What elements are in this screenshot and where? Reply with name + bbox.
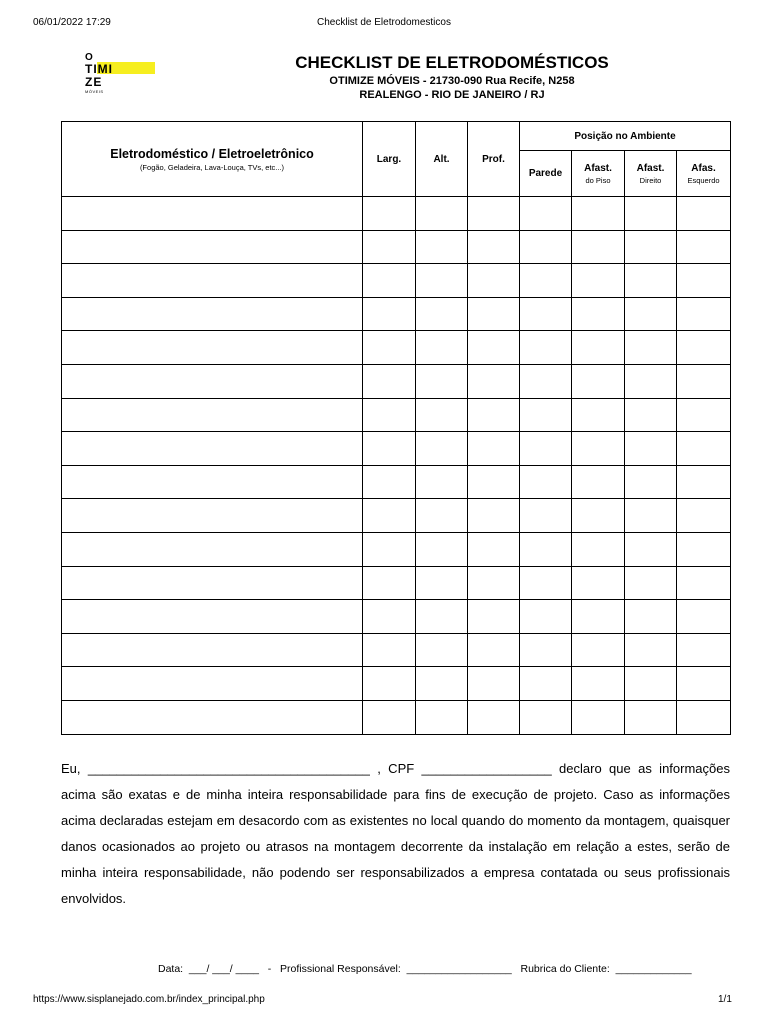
appliance-header-examples: (Fogão, Geladeira, Lava-Louça, TVs, etc...) [139, 162, 285, 172]
table-cell[interactable] [468, 566, 520, 600]
table-cell[interactable] [572, 499, 625, 533]
position-group-header: Posição no Ambiente [520, 122, 731, 151]
table-cell[interactable] [625, 465, 677, 499]
table-cell[interactable] [62, 700, 363, 734]
table-cell[interactable] [625, 600, 677, 634]
table-cell[interactable] [520, 432, 572, 466]
wall-column-header: Parede [520, 151, 572, 197]
table-row [62, 197, 731, 231]
table-cell[interactable] [363, 667, 416, 701]
table-cell[interactable] [62, 667, 363, 701]
table-cell[interactable] [625, 532, 677, 566]
table-cell[interactable] [677, 230, 731, 264]
table-cell[interactable] [572, 197, 625, 231]
table-row [62, 499, 731, 533]
table-cell[interactable] [363, 197, 416, 231]
company-logo [85, 52, 157, 92]
table-cell[interactable] [677, 633, 731, 667]
table-cell[interactable] [363, 633, 416, 667]
table-cell[interactable] [363, 331, 416, 365]
print-doc-title: Checklist de Eletrodomesticos [317, 17, 451, 28]
table-cell[interactable] [677, 331, 731, 365]
table-cell[interactable] [572, 264, 625, 298]
table-cell[interactable] [520, 600, 572, 634]
table-cell[interactable] [363, 398, 416, 432]
declaration-paragraph: Eu, _______________________________________ , CPF __________________ declaro que as informações acima são exatas e de minha inteira responsabilidade para fins de execução de projeto. Caso as informações acima declaradas estejam em desacordo com as existentes no local quando do momento da montagem, quaisquer danos ocasionados ao projeto ou atrasos na montagem decorrente da instalação em relação a estes, serão de minha inteira responsabilidade, não podendo ser responsabilizados a empresa contatada ou seus profissionais envolvidos. [61, 761, 730, 906]
table-cell[interactable] [416, 499, 468, 533]
table-cell[interactable] [468, 230, 520, 264]
table-row [62, 465, 731, 499]
table-cell[interactable] [62, 633, 363, 667]
table-cell[interactable] [62, 398, 363, 432]
logo-line-3: ZE [85, 75, 103, 89]
table-cell[interactable] [468, 600, 520, 634]
table-cell[interactable] [677, 264, 731, 298]
table-cell[interactable] [625, 264, 677, 298]
table-cell[interactable] [416, 398, 468, 432]
table-cell[interactable] [677, 432, 731, 466]
left-offset-sublabel: Esquerdo [687, 175, 720, 185]
table-cell[interactable] [363, 465, 416, 499]
document-title: CHECKLIST DE ELETRODOMÉSTICOS [295, 53, 609, 72]
table-cell[interactable] [625, 398, 677, 432]
table-cell[interactable] [62, 197, 363, 231]
table-cell[interactable] [520, 667, 572, 701]
table-cell[interactable] [363, 297, 416, 331]
table-cell[interactable] [416, 566, 468, 600]
table-cell[interactable] [520, 532, 572, 566]
table-cell[interactable] [520, 633, 572, 667]
table-row [62, 331, 731, 365]
table-cell[interactable] [363, 532, 416, 566]
table-cell[interactable] [677, 600, 731, 634]
table-cell[interactable] [468, 667, 520, 701]
table-row [62, 532, 731, 566]
table-row [62, 398, 731, 432]
table-cell[interactable] [62, 364, 363, 398]
table-cell[interactable] [520, 197, 572, 231]
table-cell[interactable] [677, 667, 731, 701]
table-cell[interactable] [677, 700, 731, 734]
table-cell[interactable] [677, 499, 731, 533]
table-cell[interactable] [677, 364, 731, 398]
floor-offset-sublabel: do Piso [585, 175, 611, 185]
logo-line-4: MÓVEIS [85, 89, 104, 94]
table-cell[interactable] [520, 566, 572, 600]
table-cell[interactable] [416, 264, 468, 298]
table-row [62, 667, 731, 701]
table-cell[interactable] [416, 465, 468, 499]
right-offset-sublabel: Direito [639, 175, 662, 185]
right-offset-column-header [625, 151, 677, 197]
table-cell[interactable] [468, 432, 520, 466]
table-cell[interactable] [468, 264, 520, 298]
table-row [62, 432, 731, 466]
table-cell[interactable] [468, 398, 520, 432]
depth-column-header: Prof. [468, 122, 520, 197]
table-cell[interactable] [363, 230, 416, 264]
table-cell[interactable] [363, 432, 416, 466]
table-cell[interactable] [416, 297, 468, 331]
table-cell[interactable] [363, 700, 416, 734]
appliance-column-header [62, 122, 363, 197]
table-cell[interactable] [520, 230, 572, 264]
table-cell[interactable] [416, 667, 468, 701]
table-cell[interactable] [520, 331, 572, 365]
table-cell[interactable] [677, 197, 731, 231]
table-cell[interactable] [572, 230, 625, 264]
table-cell[interactable] [625, 331, 677, 365]
table-row [62, 700, 731, 734]
table-cell[interactable] [62, 297, 363, 331]
table-cell[interactable] [520, 700, 572, 734]
table-cell[interactable] [572, 432, 625, 466]
print-datetime: 06/01/2022 17:29 [33, 17, 111, 28]
table-cell[interactable] [625, 230, 677, 264]
table-row [62, 633, 731, 667]
table-cell[interactable] [416, 633, 468, 667]
table-row [62, 297, 731, 331]
table-cell[interactable] [520, 499, 572, 533]
company-address: OTIMIZE MÓVEIS - 21730-090 Rua Recife, N258 [329, 75, 575, 87]
table-cell[interactable] [625, 499, 677, 533]
table-cell[interactable] [625, 566, 677, 600]
table-cell[interactable] [62, 331, 363, 365]
table-cell[interactable] [572, 465, 625, 499]
appliance-checklist-table [61, 121, 731, 735]
table-cell[interactable] [416, 230, 468, 264]
table-row [62, 600, 731, 634]
table-cell[interactable] [468, 700, 520, 734]
table-cell[interactable] [363, 264, 416, 298]
signature-line: Data: ___/ ___/ ____ - Profissional Responsável: __________________ Rubrica do Cliente: _____________ [158, 963, 692, 975]
table-cell[interactable] [572, 364, 625, 398]
left-offset-label: Afas. [691, 162, 716, 174]
table-row [62, 364, 731, 398]
table-row [62, 264, 731, 298]
table-cell[interactable] [625, 667, 677, 701]
table-cell[interactable] [677, 465, 731, 499]
table-cell[interactable] [677, 297, 731, 331]
table-cell[interactable] [520, 297, 572, 331]
table-cell[interactable] [416, 364, 468, 398]
page-count: 1/1 [718, 994, 732, 1005]
table-cell[interactable] [625, 432, 677, 466]
table-cell[interactable] [62, 566, 363, 600]
table-cell[interactable] [520, 264, 572, 298]
table-cell[interactable] [572, 566, 625, 600]
table-cell[interactable] [416, 197, 468, 231]
table-cell[interactable] [625, 197, 677, 231]
table-cell[interactable] [416, 600, 468, 634]
table-cell[interactable] [468, 532, 520, 566]
table-cell[interactable] [416, 331, 468, 365]
table-cell[interactable] [468, 633, 520, 667]
table-cell[interactable] [468, 297, 520, 331]
table-cell[interactable] [520, 465, 572, 499]
table-cell[interactable] [625, 700, 677, 734]
width-column-header: Larg. [363, 122, 416, 197]
table-cell[interactable] [468, 465, 520, 499]
table-cell[interactable] [572, 398, 625, 432]
table-cell[interactable] [572, 297, 625, 331]
table-cell[interactable] [468, 499, 520, 533]
table-cell[interactable] [572, 700, 625, 734]
table-cell[interactable] [468, 364, 520, 398]
table-cell[interactable] [572, 532, 625, 566]
table-row [62, 566, 731, 600]
table-row [62, 230, 731, 264]
table-cell[interactable] [677, 566, 731, 600]
page-url: https://www.sisplanejado.com.br/index_principal.php [33, 994, 265, 1005]
table-cell[interactable] [572, 667, 625, 701]
table-cell[interactable] [62, 230, 363, 264]
table-cell[interactable] [572, 600, 625, 634]
table-cell[interactable] [62, 264, 363, 298]
table-cell[interactable] [62, 532, 363, 566]
table-cell[interactable] [677, 398, 731, 432]
table-cell[interactable] [625, 633, 677, 667]
table-cell[interactable] [62, 600, 363, 634]
table-cell[interactable] [363, 566, 416, 600]
company-location: REALENGO - RIO DE JANEIRO / RJ [359, 89, 545, 101]
table-cell[interactable] [625, 297, 677, 331]
table-cell[interactable] [416, 700, 468, 734]
floor-offset-label: Afast. [584, 162, 612, 174]
table-cell[interactable] [572, 331, 625, 365]
table-cell[interactable] [416, 432, 468, 466]
table-cell[interactable] [677, 532, 731, 566]
table-cell[interactable] [572, 633, 625, 667]
floor-offset-column-header [572, 151, 625, 197]
table-cell[interactable] [416, 532, 468, 566]
table-cell[interactable] [62, 432, 363, 466]
table-cell[interactable] [363, 600, 416, 634]
height-column-header: Alt. [416, 122, 468, 197]
table-cell[interactable] [62, 499, 363, 533]
table-cell[interactable] [62, 465, 363, 499]
table-cell[interactable] [520, 364, 572, 398]
left-offset-column-header [677, 151, 731, 197]
right-offset-label: Afast. [636, 162, 665, 174]
appliance-header-label: Eletrodoméstico / Eletroeletrônico [110, 146, 314, 161]
table-cell[interactable] [363, 499, 416, 533]
logo-line-1: O [85, 52, 94, 63]
table-cell[interactable] [468, 331, 520, 365]
table-cell[interactable] [468, 197, 520, 231]
table-cell[interactable] [625, 364, 677, 398]
table-cell[interactable] [520, 398, 572, 432]
logo-line-2: TIMI [85, 62, 113, 76]
table-cell[interactable] [363, 364, 416, 398]
